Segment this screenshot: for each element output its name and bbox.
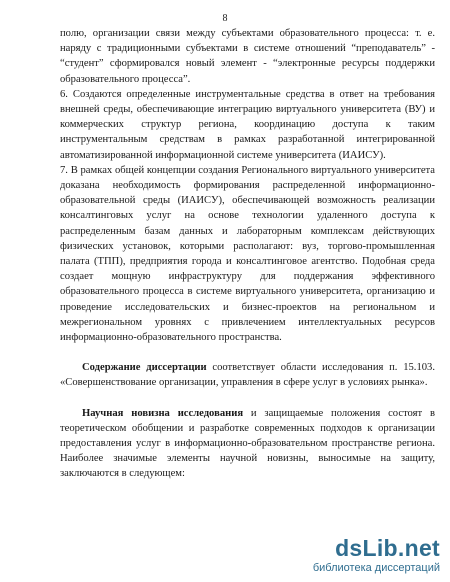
dissertation-content-heading: Содержание диссертации [82, 362, 207, 374]
paragraph-dissertation-content [60, 360, 435, 390]
dslib-watermark [313, 537, 440, 574]
watermark-logo: dsLib.net [335, 535, 440, 561]
scientific-novelty-heading: Научная новизна исследования [82, 407, 244, 419]
watermark-tagline: библиотека диссертаций [312, 562, 440, 574]
paragraph-scientific-novelty [60, 406, 435, 482]
scientific-novelty-text: и защищаемые положения состоят в теоретическом обобщении и разработке современных подходов к организации предоставления услуг в информационно-образовательном пространстве региона. Наиболее значимые элементы научной новизны, выносимые на защиту, заключаются в следующем: [60, 407, 435, 480]
paragraph-item-7: 7. В рамках общей концепции создания Регионального виртуального университета доказана необходимость формирования распределенной информационно-образовательной среды (ИАИСУ), обеспечивающей возможность реализации консалтинговых услуг на основе технологии удаленного доступа к распределенным базам данных и лабораторным комплексам действующих физических установок, которыми располагают: вуз, торгово-промышленная палата (ТПП), предприятия города и консалтинговое агентство. Подобная среда создает мощную инфраструктуру для поддержания эффективного образовательного процесса в системе виртуального университета, организацию и проведение исследовательских и бизнес-проектов на региональном и межрегиональном уровнях с привлечением интеллектуальных ресурсов информационно-образовательного пространства. [60, 164, 435, 344]
document-body [60, 26, 435, 482]
dissertation-content-text: соответствует области исследования п. 15.103. «Совершенствование организации, управления в сфере услуг в условиях рынка». [60, 362, 435, 389]
page-number: 8 [222, 13, 228, 24]
paragraph-continuation: полю, организации связи между субъектами образовательного процесса: т. е. наряду с традиционными субъектами в системе отношений “преподаватель” - “студент” сформировался новый элемент - “электронные ресурсы поддержки образовательного процесса”. [60, 28, 435, 85]
paragraph-item-6: 6. Создаются определенные инструментальные средства в ответ на требования внешней среды, обеспечивающие интеграцию виртуального университета (ВУ) и коммерческих структур региона, координацию доступа к таким инструментальным средствам в рамках разработанной интегрированной автоматизированной информационной системе университета (ИАИСУ). [60, 88, 435, 161]
